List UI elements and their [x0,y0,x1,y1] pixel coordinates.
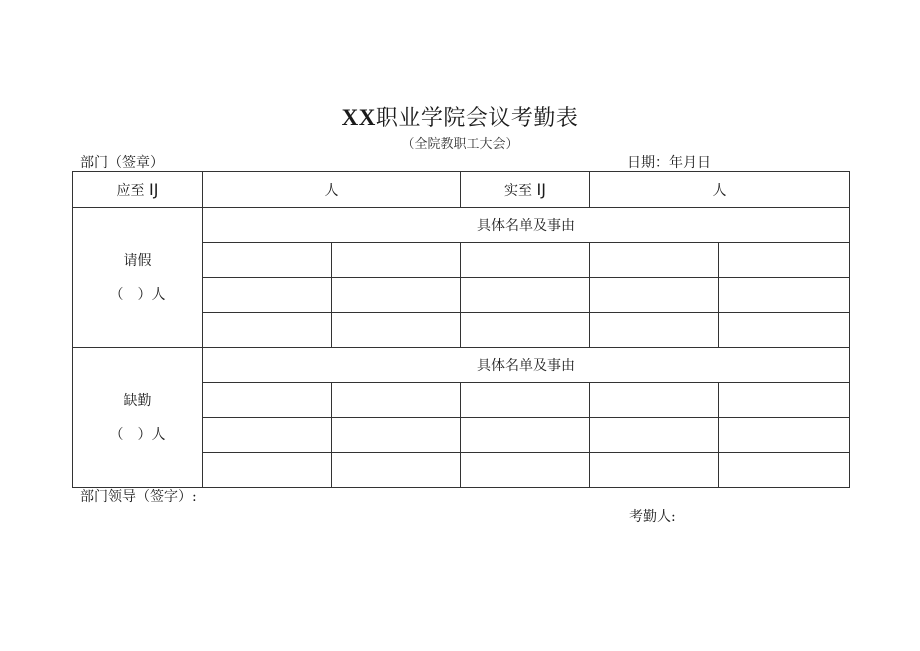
attendance-summary-row [73,172,850,208]
leave-entry-cell[interactable] [590,243,719,278]
leave-entry-cell[interactable] [461,243,590,278]
expected-glyph: IJ [149,179,159,199]
leave-entry-cell[interactable] [203,278,332,313]
leave-entry-cell[interactable] [719,243,850,278]
absent-entry-cell[interactable] [332,453,461,488]
page-title [0,101,920,132]
absent-entry-cell[interactable] [590,453,719,488]
leave-entry-cell[interactable] [719,313,850,348]
absent-entry-cell[interactable] [461,383,590,418]
absent-entry-cell[interactable] [203,453,332,488]
page-subtitle: （全院教职工大会） [401,137,519,152]
date-label: 日期：年月日 [627,155,711,171]
absent-entry-cell[interactable] [719,418,850,453]
leave-section-label [73,208,203,348]
leave-entry-cell[interactable] [203,243,332,278]
leave-count[interactable]: （ ）人 [109,286,166,303]
expected-unit: 人 [324,182,339,199]
leave-entry-cell[interactable] [332,313,461,348]
leave-detail-header: 具体名单及事由 [203,208,850,243]
checker-label: 考勤人: [629,509,676,525]
absent-entry-cell[interactable] [719,453,850,488]
absent-entry-cell[interactable] [590,383,719,418]
leave-entry-cell[interactable] [719,278,850,313]
title-prefix: XX [341,105,376,130]
absent-section-label [73,348,203,488]
leave-header-row [73,208,850,243]
actual-glyph: IJ [536,179,546,199]
leave-entry-cell[interactable] [332,243,461,278]
absent-entry-cell[interactable] [203,383,332,418]
expected-attendance-field[interactable] [203,172,461,208]
leave-entry-cell[interactable] [590,278,719,313]
absent-count[interactable]: （ ）人 [109,426,166,443]
leave-entry-cell[interactable] [590,313,719,348]
leave-entry-cell[interactable] [461,278,590,313]
leave-label: 请假 [123,252,152,269]
absent-header-row [73,348,850,383]
attendance-table [72,171,850,488]
dept-leader-sign-label: 部门领导（签字）: [80,489,197,505]
leave-entry-cell[interactable] [461,313,590,348]
absent-entry-cell[interactable] [461,418,590,453]
leave-entry-cell[interactable] [332,278,461,313]
absent-entry-cell[interactable] [332,418,461,453]
absent-entry-cell[interactable] [332,383,461,418]
absent-entry-cell[interactable] [461,453,590,488]
title-text: 职业学院会议考勤表 [375,106,579,131]
dept-sign-label: 部门（签章） [80,155,164,171]
absent-label: 缺勤 [123,392,152,409]
leave-entry-cell[interactable] [203,313,332,348]
expected-attendance-label: 应至 IJ [73,172,203,208]
actual-attendance-label: 实至 IJ [461,172,590,208]
absent-detail-header: 具体名单及事由 [203,348,850,383]
absent-entry-cell[interactable] [203,418,332,453]
absent-entry-cell[interactable] [719,383,850,418]
actual-unit: 人 [712,182,727,199]
actual-attendance-field[interactable] [590,172,850,208]
absent-entry-cell[interactable] [590,418,719,453]
